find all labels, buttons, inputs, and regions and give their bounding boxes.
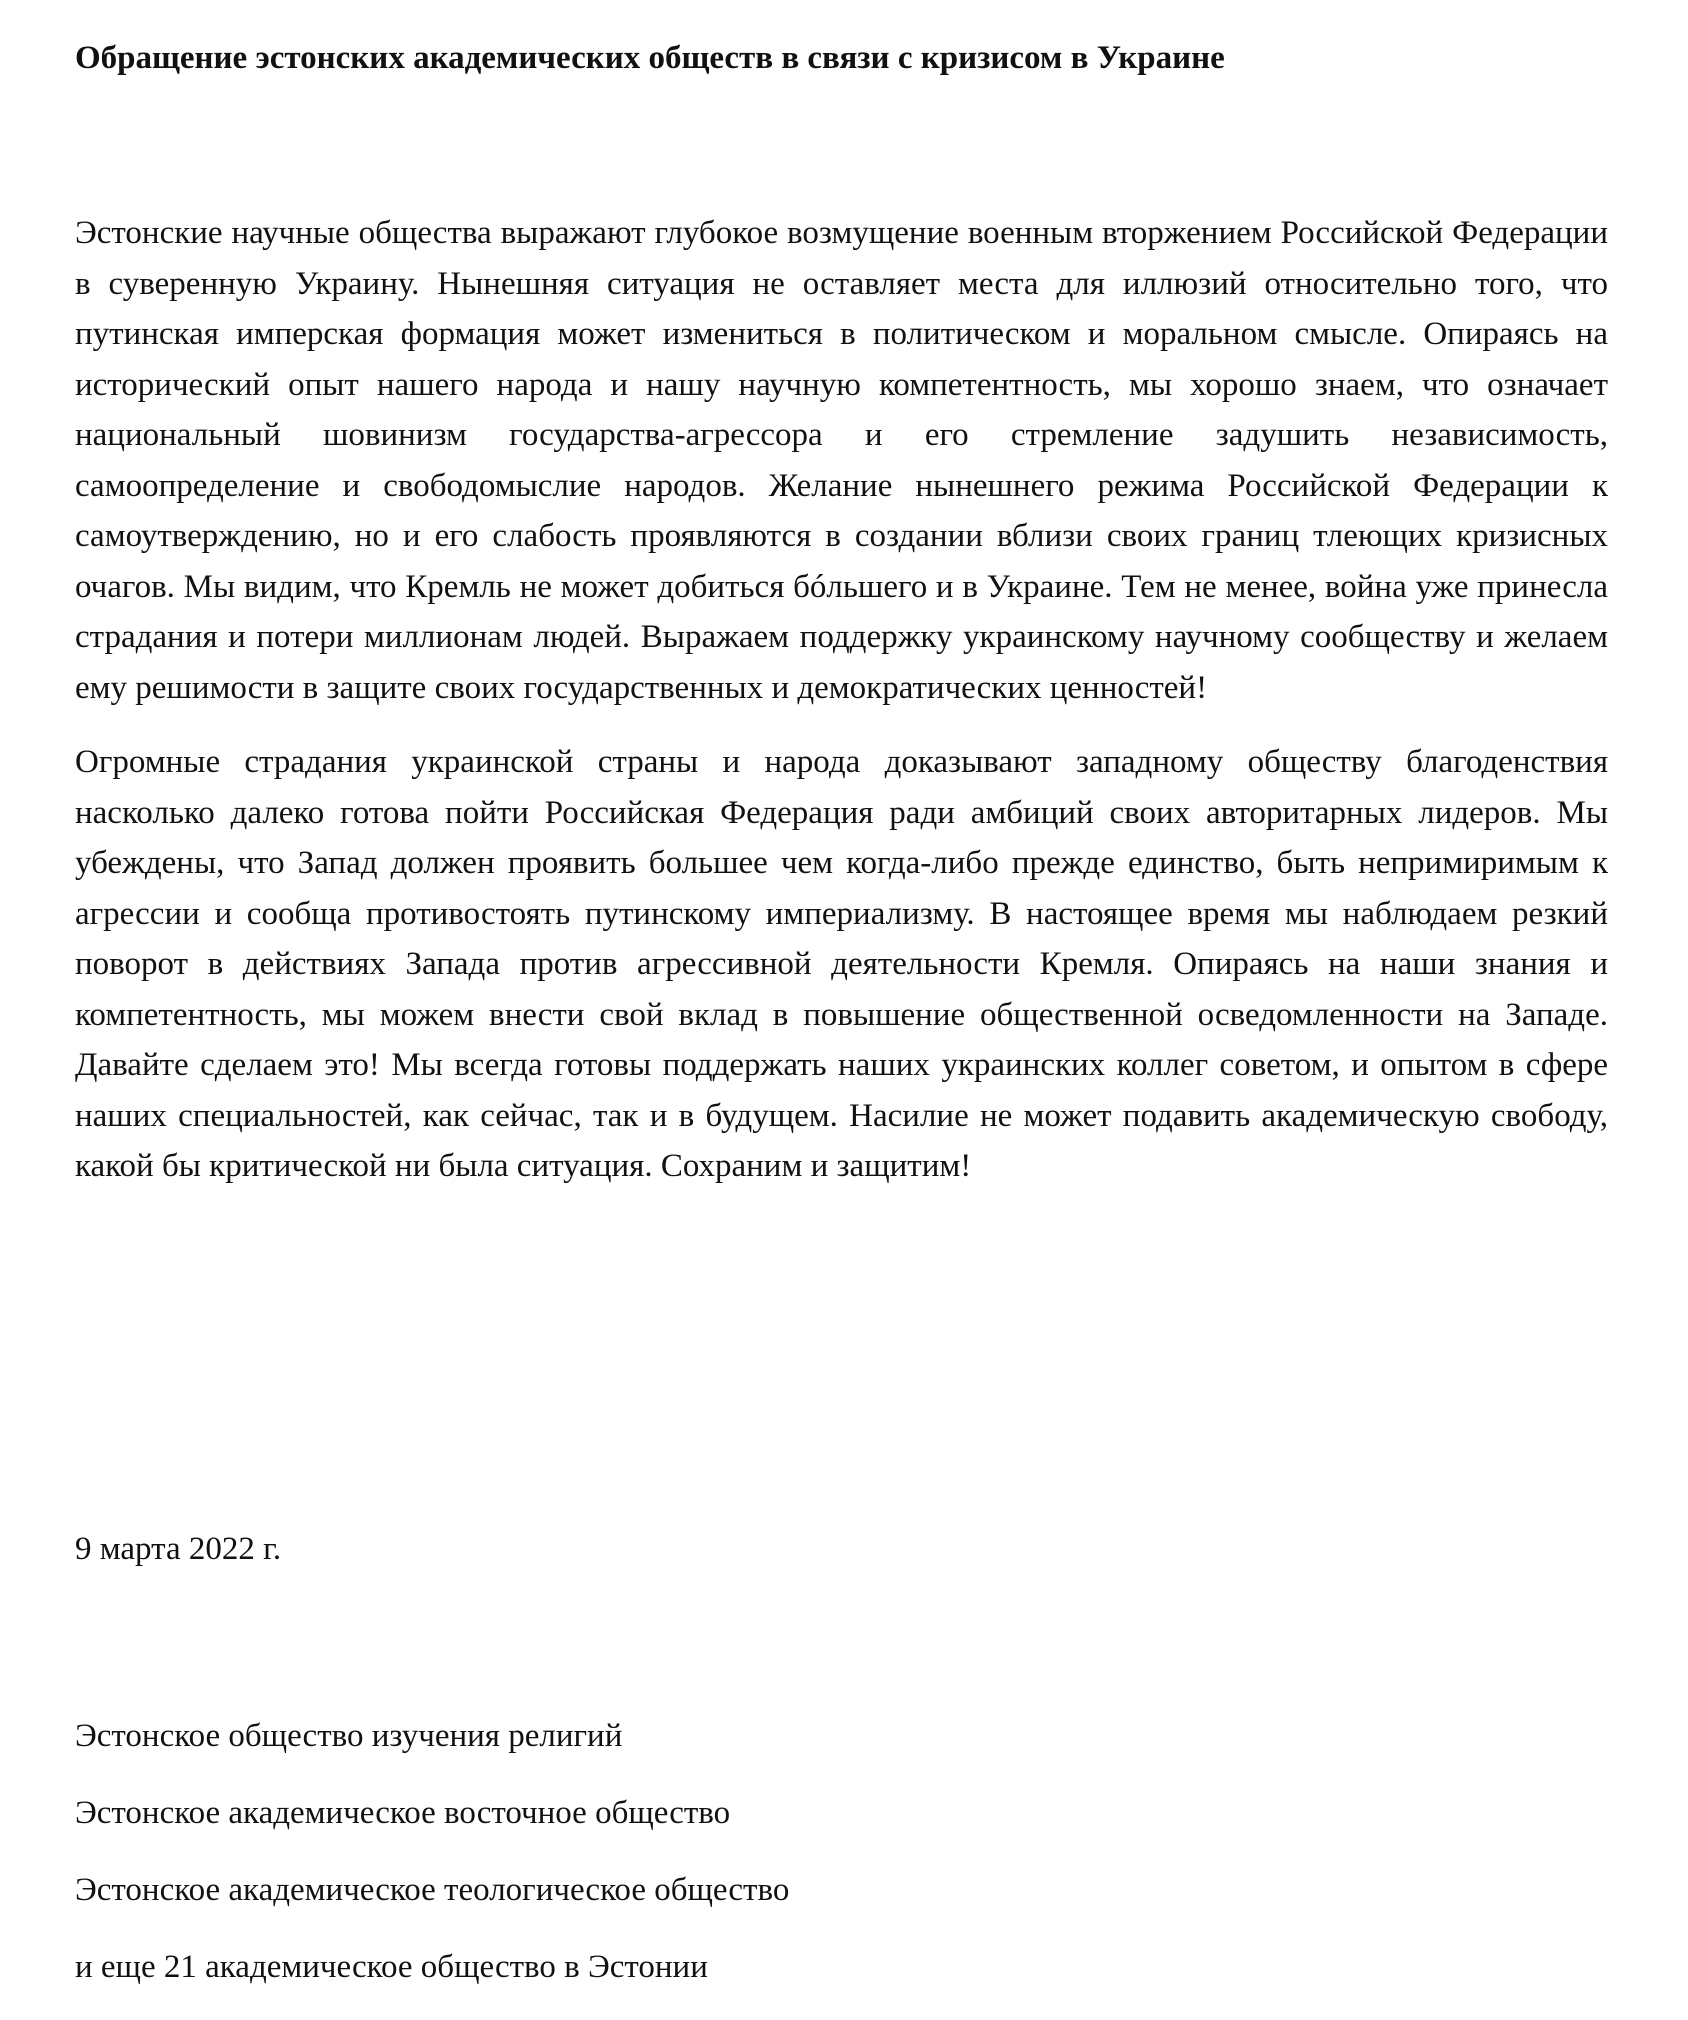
document-title: Обращение эстонских академических обществ в связи с кризисом в Украине xyxy=(75,40,1225,76)
signatories-list xyxy=(75,1712,789,2020)
paragraph-2: Огромные страдания украинской страны и народа доказывают западному обществу благоденствия насколько далеко готова пойти Российская Федерация ради амбиций своих авторитарных лидеров. Мы убеждены, что Запад должен проявить большее чем когда-либо прежде единство, быть непримиримым к агрессии и сообща противостоять путинскому империализму. В настоящее время мы наблюдаем резкий поворот в действиях Запада против агрессивной деятельности Кремля. Опираясь на наши знания и компетентность, мы можем внести свой вклад в повышение общественной осведомленности на Западе. Давайте сделаем это! Мы всегда готовы поддержать наших украинских коллег советом, и опытом в сфере наших специальностей, как сейчас, так и в будущем. Насилие не может подавить академическую свободу, какой бы критической ни была ситуация. Сохраним и защитим! xyxy=(75,744,1608,1184)
signatory-1: Эстонское общество изучения религий xyxy=(75,1718,623,1754)
signatory-4: и еще 21 академическое общество в Эстонии xyxy=(75,1949,708,1985)
document-body xyxy=(75,208,1608,1192)
signatory-3: Эстонское академическое теологическое общество xyxy=(75,1872,790,1908)
paragraph-1: Эстонские научные общества выражают глубокое возмущение военным вторжением Российской Федерации в суверенную Украину. Нынешняя ситуация не оставляет места для иллюзий относительно того, что путинская имперская формация может измениться в политическом и моральном смысле. Опираясь на исторический опыт нашего народа и нашу научную компетентность, мы хорошо знаем, что означает национальный шовинизм государства-агрессора и его стремление задушить независимость, самоопределение и свободомыслие народов. Желание нынешнего режима Российской Федерации к самоутверждению, но и его слабость проявляются в создании вблизи своих границ тлеющих кризисных очагов. Мы видим, что Кремль не может добиться бóльшего и в Украине. Тем не менее, война уже принесла страдания и потери миллионам людей. Выражаем поддержку украинскому научному сообществу и желаем ему решимости в защите своих государственных и демократических ценностей! xyxy=(75,215,1608,706)
signatory-2: Эстонское академическое восточное общество xyxy=(75,1795,731,1831)
document-date: 9 марта 2022 г. xyxy=(75,1531,282,1567)
